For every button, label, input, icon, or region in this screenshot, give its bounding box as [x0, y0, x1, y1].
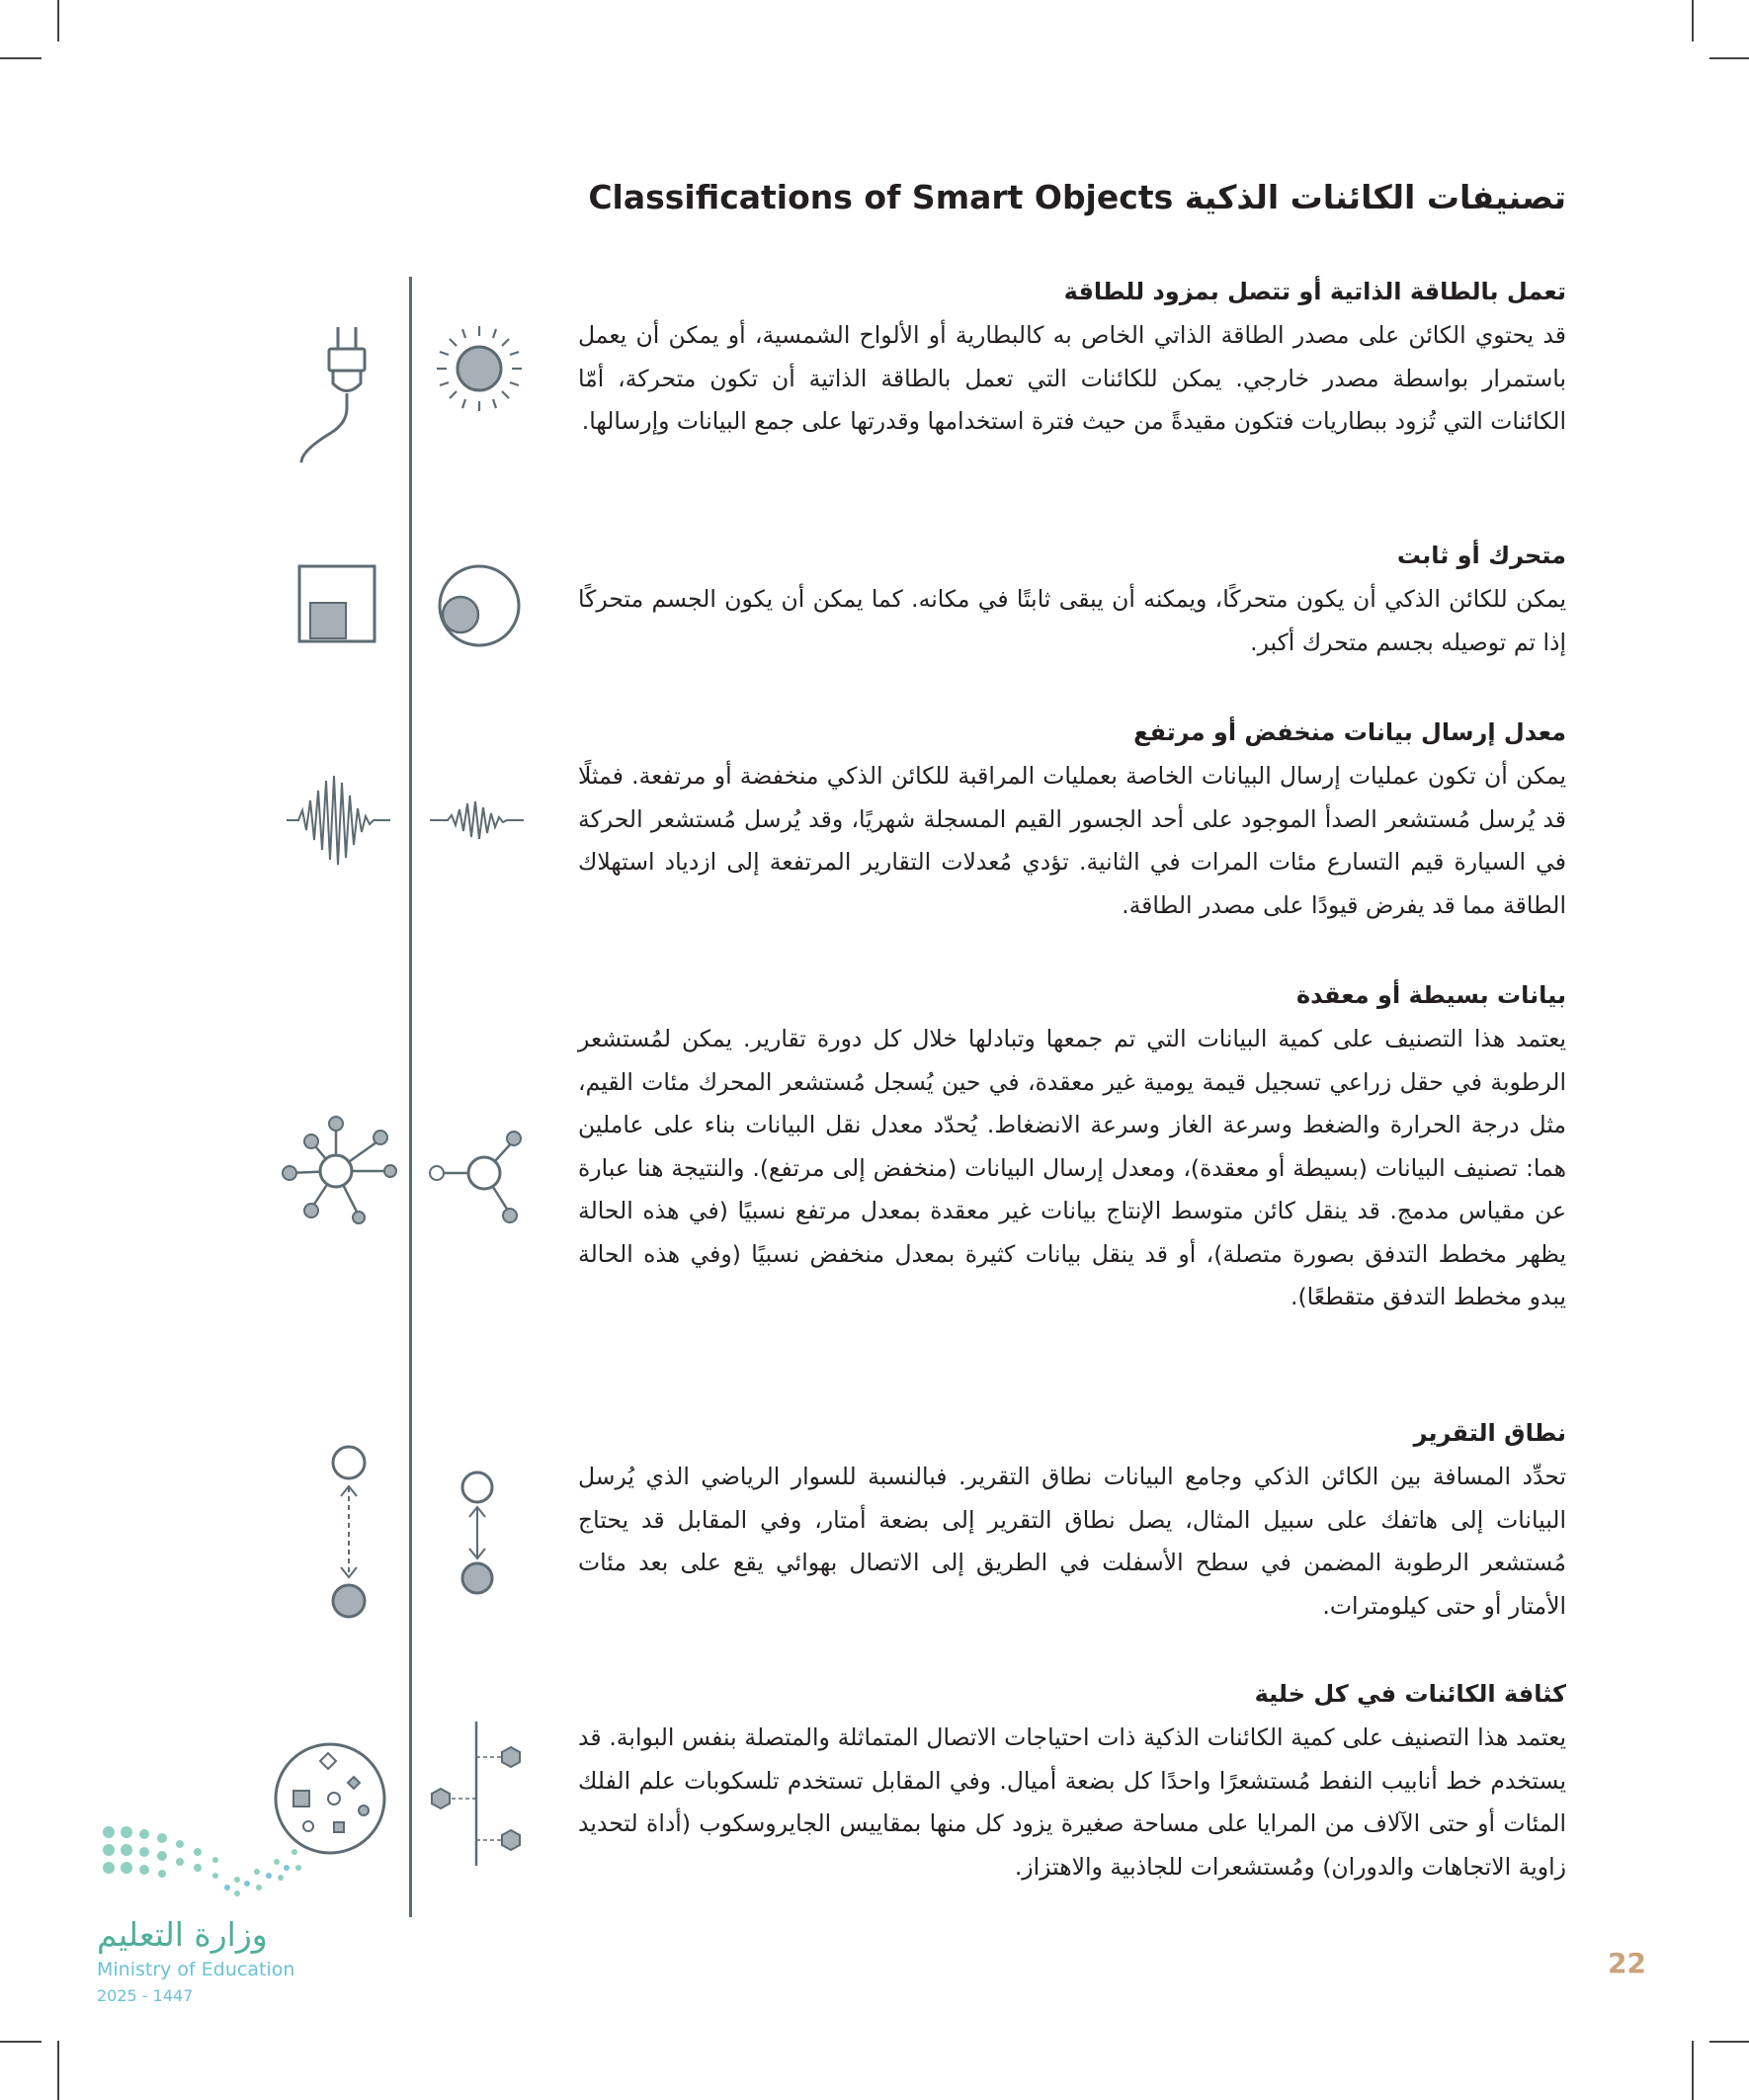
section-body: قد يحتوي الكائن على مصدر الطاقة الذاتي الخاص به كالبطارية أو الألواح الشمسية، أو يمكن أن يعمل باستمرار بواسطة مصدر خارجي. يمكن للكائنات التي تعمل بالطاقة الذاتية أن تكون متحركة، أمّا الكائنات التي تُزود ببطاريات فتكون مقيدةً من حيث فترة استخدامها وقدرتها على جمع البيانات وإرسالها. — [578, 321, 1566, 435]
section-heading: تعمل بالطاقة الذاتية أو تتصل بمزود للطاقة — [1063, 278, 1566, 305]
plug-icon — [292, 324, 380, 462]
short-range-icon — [457, 1470, 498, 1598]
crop-mark — [0, 57, 42, 59]
section-heading: بيانات بسيطة أو معقدة — [1295, 981, 1566, 1009]
low-wave-icon — [430, 796, 524, 845]
section-body: يعتمد هذا التصنيف على كمية الكائنات الذكية ذات احتياجات الاتصال المتماثلة والمتصلة بنفس البوابة. قد يستخدم خط أنابيب النفط مُستشعرًا واحدًا كل بضعة أميال. وفي المقابل تستخدم تلسكوبات علم الفلك المئات أو حتى الآلاف من المرايا على مساحة صغيرة يزود كل منها بمقاييس الجايروسكوب (أداة لتحديد زاوية الاتجاهات والدوران) ومُستشعرات للجاذبية والاهتزاز. — [578, 1723, 1566, 1881]
section-body: يعتمد هذا التصنيف على كمية البيانات التي تم جمعها وتبادلها خلال كل دورة تقارير. يمكن لمُستشعر الرطوبة في حقل زراعي تسجيل قيمة يومية غير معقدة، في حين يُسجل مُستشعر المحرك مئات القيم، مثل درجة الحرارة والضغط وسرعة الغاز وسرعة الانضغاط. يُحدّد معدل نقل البيانات بناء على عاملين هما: تصنيف البيانات (بسيطة أو معقدة)، ومعدل إرسال البيانات (منخفض إلى مرتفع). والنتيجة هنا عبارة عن مقياس مدمج. قد ينقل كائن متوسط الإنتاج بيانات غير معقدة بمعدل مرتفع نسبيًا (في هذه الحالة يظهر مخطط التدفق بصورة متصلة)، أو قد ينقل بيانات كثيرة بمعدل منخفض نسبيًا (وفي هذه الحالة يبدو مخطط التدفق متقطعًا). — [578, 1025, 1566, 1310]
logo-english-text: Ministry of Education — [97, 1959, 295, 1980]
simple-network-icon — [425, 1127, 534, 1225]
circle-icon — [435, 561, 524, 650]
section-heading: متحرك أو ثابت — [1396, 542, 1566, 569]
crop-mark — [1692, 0, 1694, 42]
sun-icon — [435, 324, 524, 413]
section-report-rate — [578, 715, 1566, 927]
crop-mark — [1709, 2041, 1749, 2043]
section-heading: نطاق التقرير — [1413, 1419, 1566, 1447]
section-heading: كثافة الكائنات في كل خلية — [1254, 1680, 1566, 1708]
page-title: تصنيفات الكائنات الذكية Classifications of Smart Objects — [588, 178, 1566, 216]
sparse-cell-icon — [427, 1720, 526, 1868]
section-heading: معدل إرسال بيانات منخفض أو مرتفع — [1133, 718, 1566, 746]
section-object-density — [578, 1677, 1566, 1889]
complex-network-icon — [282, 1112, 400, 1230]
section-mobility — [578, 539, 1566, 664]
high-wave-icon — [287, 771, 390, 870]
logo-arabic-text: وزارة التعليم — [97, 1915, 268, 1954]
divider-line — [409, 277, 412, 1917]
section-power — [578, 275, 1566, 444]
section-body: يمكن أن تكون عمليات إرسال البيانات الخاصة بعمليات المراقبة للكائن الذكي منخفضة أو مرتفعة. فمثلًا قد يُرسل مُستشعر الصدأ الموجود على أحد الجسور القيم المسجلة شهريًا، وقد يُرسل مُستشعر الحركة في السيارة قيم التسارع مئات المرات في الثانية. تؤدي مُعدلات التقارير المرتفعة إلى ازدياد استهلاك الطاقة مما قد يفرض قيودًا على مصدر الطاقة. — [578, 762, 1566, 919]
logo-dots-icon — [89, 1818, 326, 1907]
section-body: تحدِّد المسافة بين الكائن الذكي وجامع البيانات نطاق التقرير. فبالنسبة للسوار الرياضي الذي يُرسل البيانات إلى هاتفك على سبيل المثال، يصل نطاق التقرير إلى بضعة أمتار، وفي المقابل قد يحتاج مُستشعر الرطوبة المضمن في سطح الأسفلت في الطريق إلى الاتصال بهوائي يقع على بعد مئات الأمتار أو حتى كيلومترات. — [578, 1463, 1566, 1620]
crop-mark — [57, 0, 59, 42]
crop-mark — [1709, 57, 1749, 59]
logo-year-text: 2025 - 1447 — [97, 1986, 194, 2005]
section-data-complexity — [578, 978, 1566, 1319]
square-icon — [296, 563, 379, 646]
crop-mark — [1692, 2041, 1694, 2100]
section-report-range — [578, 1416, 1566, 1628]
crop-mark — [57, 2041, 59, 2100]
page-number: 22 — [1608, 1947, 1646, 1979]
long-range-icon — [326, 1443, 372, 1621]
crop-mark — [0, 2041, 42, 2043]
section-body: يمكن للكائن الذكي أن يكون متحركًا، ويمكنه أن يبقى ثابتًا في مكانه. كما يمكن أن يكون الجسم متحركًا إذا تم توصيله بجسم متحرك أكبر. — [578, 585, 1566, 656]
